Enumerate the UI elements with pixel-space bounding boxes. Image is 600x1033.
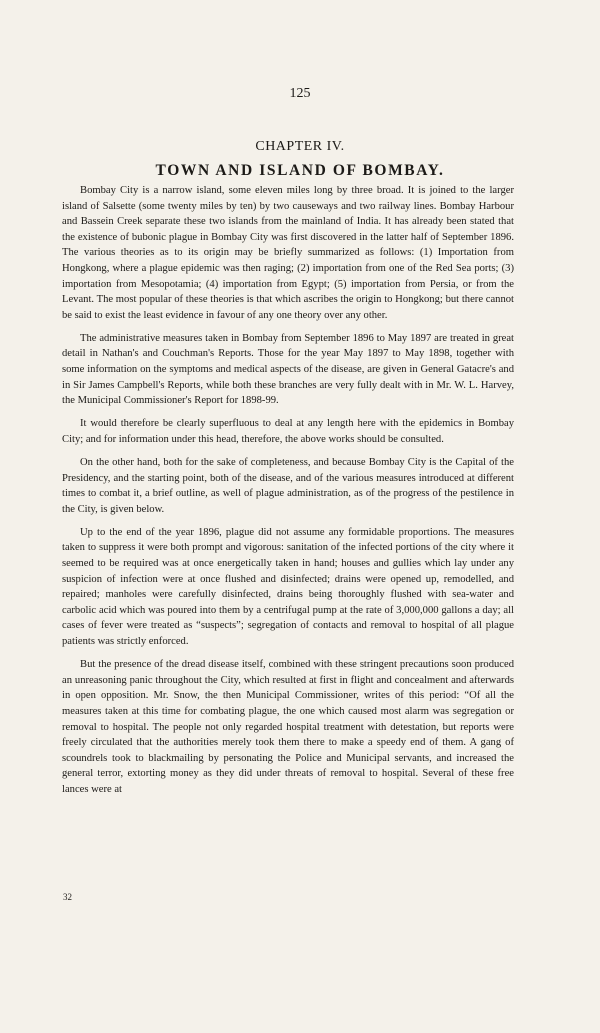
signature-mark: 32 bbox=[63, 892, 72, 902]
paragraph-5: Up to the end of the year 1896, plague did not assume any formidable proportions. The measures taken to suppress it were both prompt and vigorous: sanitation of the infected portions of the city where it seemed to be required was at once energetically taken in hand; houses and gullies which lay under any suspicion of infection were at once flushed and disinfected; drains were opened up, remodelled, and repaired; manholes were carefully disinfected, drains being thoroughly flushed with sea-water and carbolic acid which was poured into them by a centrifugal pump at the rate of 3,000,000 gallons a day; all cases of fever were treated as “suspects”; segregation of contacts and removal to hospital of all plague patients was strictly enforced. bbox=[62, 526, 514, 648]
body-text bbox=[62, 183, 514, 805]
paragraph-3: It would therefore be clearly superfluous to deal at any length here with the epidemics in Bombay City; and for information under this head, therefore, the above works should be consulted. bbox=[62, 418, 514, 445]
paragraph-2: The administrative measures taken in Bombay from September 1896 to May 1897 are treated in great detail in Nathan's and Couchman's Reports. Those for the year May 1897 to May 1898, together with some information on the symptoms and medical aspects of the disease, are given in General Gatacre's and in Sir James Campbell's Reports, while both these branches are very fully dealt with in Mr. W. L. Harvey, the Municipal Commissioner's Report for 1898-99. bbox=[62, 332, 514, 407]
paragraph-4: On the other hand, both for the sake of completeness, and because Bombay City is the Capital of the Presidency, and the starting point, both of the disease, and of the various measures introduced at different times to combat it, a brief outline, as well of plague administration, as of the progress of the pestilence in the City, is given below. bbox=[62, 457, 514, 515]
chapter-title: TOWN AND ISLAND OF BOMBAY. bbox=[155, 162, 445, 179]
paragraph-6: But the presence of the dread disease itself, combined with these stringent precautions soon produced an unreasoning panic throughout the City, which resulted at first in flight and concealment and afterwards in open opposition. Mr. Snow, the then Municipal Commissioner, writes of this period: “Of all the measures taken at this time for combating plague, the one which caused most alarm was segregation or removal to hospital. The people not only regarded hospital treatment with detestation, but reports were freely circulated that the authorities merely took them there to make a speedy end of them. A gang of scoundrels took to blackmailing by personating the Police and Municipal servants, and increased the general terror, extorting money as they did under threats of removal to hospital. Several of these free lances were at bbox=[62, 659, 514, 795]
page-number: 125 bbox=[289, 86, 311, 101]
chapter-label: CHAPTER IV. bbox=[255, 139, 345, 154]
paragraph-1: Bombay City is a narrow island, some eleven miles long by three broad. It is joined to the larger island of Salsette (some twenty miles by ten) by two causeways and two railway lines. Bombay Harbour and Bassein Creek separate these two islands from the mainland of India. It has already been stated that the existence of bubonic plague in Bombay City was first discovered in the latter half of September 1896. The various theories as to its origin may be briefly summarized as follows: (1) Importation from Hongkong, where a plague epidemic was then raging; (2) importation from one of the Red Sea ports; (3) importation from Mesopotamia; (4) importation from Egypt; (5) importation from Persia, or from the Levant. The most popular of these theories is that which ascribes the origin to Hongkong; but there cannot be said to exist the least evidence in favour of any one theory over any other. bbox=[62, 185, 514, 321]
